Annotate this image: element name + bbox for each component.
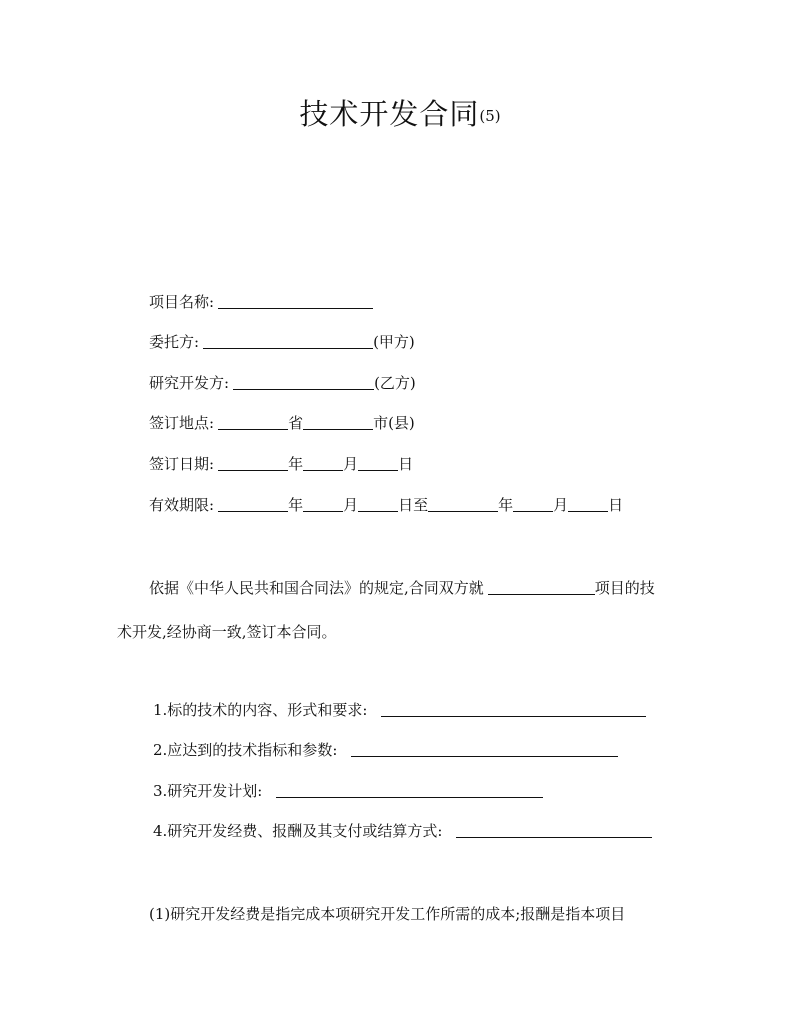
date-month-label: 月 <box>343 455 359 473</box>
field-date <box>149 454 413 474</box>
place-label: 签订地点: <box>149 414 215 432</box>
field-project-name <box>149 292 373 312</box>
city-blank[interactable] <box>303 414 373 430</box>
clause-3-text: 3.研究开发计划: <box>153 782 263 800</box>
clause-4 <box>153 821 652 841</box>
date-day-blank[interactable] <box>358 455 398 471</box>
validity-day-blank[interactable] <box>358 496 398 512</box>
subclause-1 <box>149 904 625 924</box>
document-title <box>0 94 800 136</box>
validity-day2-blank[interactable] <box>568 496 608 512</box>
subclause-1-text: (1)研究开发经费是指完成本项研究开发工作所需的成本;报酬是指本项目 <box>149 905 626 923</box>
preamble-text-c: 术开发,经协商一致,签订本合同。 <box>117 623 337 641</box>
date-year-label: 年 <box>288 455 304 473</box>
validity-month2-label: 月 <box>553 496 569 514</box>
validity-month2-blank[interactable] <box>513 496 553 512</box>
title-number: (5) <box>479 107 501 125</box>
project-name-label: 项目名称: <box>149 293 215 311</box>
developer-suffix: (乙方) <box>374 374 416 392</box>
field-client <box>149 332 415 352</box>
clause-1-text: 1.标的技术的内容、形式和要求: <box>153 701 368 719</box>
field-developer <box>149 373 416 393</box>
client-label: 委托方: <box>149 333 200 351</box>
preamble-text-b: 项目的技 <box>594 579 655 597</box>
date-label: 签订日期: <box>149 455 215 473</box>
validity-label: 有效期限: <box>149 496 215 514</box>
province-label: 省 <box>288 414 304 432</box>
clause-4-text: 4.研究开发经费、报酬及其支付或结算方式: <box>153 822 443 840</box>
validity-year2-blank[interactable] <box>428 496 498 512</box>
field-place <box>149 413 415 433</box>
preamble-project-blank[interactable] <box>488 579 595 595</box>
validity-year2-label: 年 <box>498 496 514 514</box>
validity-day-to-label: 日至 <box>398 496 429 514</box>
preamble-line-1 <box>149 578 655 598</box>
client-blank[interactable] <box>203 333 373 349</box>
clause-2 <box>153 740 618 760</box>
validity-month-label: 月 <box>343 496 359 514</box>
developer-blank[interactable] <box>233 374 374 390</box>
validity-year-blank[interactable] <box>218 496 288 512</box>
date-day-label: 日 <box>398 455 414 473</box>
title-main: 技术开发合同 <box>299 97 480 131</box>
city-label: 市(县) <box>373 414 415 432</box>
clause-3 <box>153 781 543 801</box>
clause-2-text: 2.应达到的技术指标和参数: <box>153 741 338 759</box>
developer-label: 研究开发方: <box>149 374 230 392</box>
clause-2-blank[interactable] <box>351 741 618 757</box>
validity-month-blank[interactable] <box>303 496 343 512</box>
preamble-text-a: 依据《中华人民共和国合同法》的规定,合同双方就 <box>149 579 484 597</box>
preamble-line-2 <box>117 622 337 642</box>
province-blank[interactable] <box>218 414 288 430</box>
clause-3-blank[interactable] <box>276 782 543 798</box>
clause-1-blank[interactable] <box>381 701 646 717</box>
clause-4-blank[interactable] <box>456 822 652 838</box>
clause-1 <box>153 700 646 720</box>
date-month-blank[interactable] <box>303 455 343 471</box>
validity-day2-label: 日 <box>608 496 624 514</box>
validity-year-label: 年 <box>288 496 304 514</box>
client-suffix: (甲方) <box>373 333 415 351</box>
field-validity <box>149 495 623 515</box>
date-year-blank[interactable] <box>218 455 288 471</box>
project-name-blank[interactable] <box>218 293 373 309</box>
